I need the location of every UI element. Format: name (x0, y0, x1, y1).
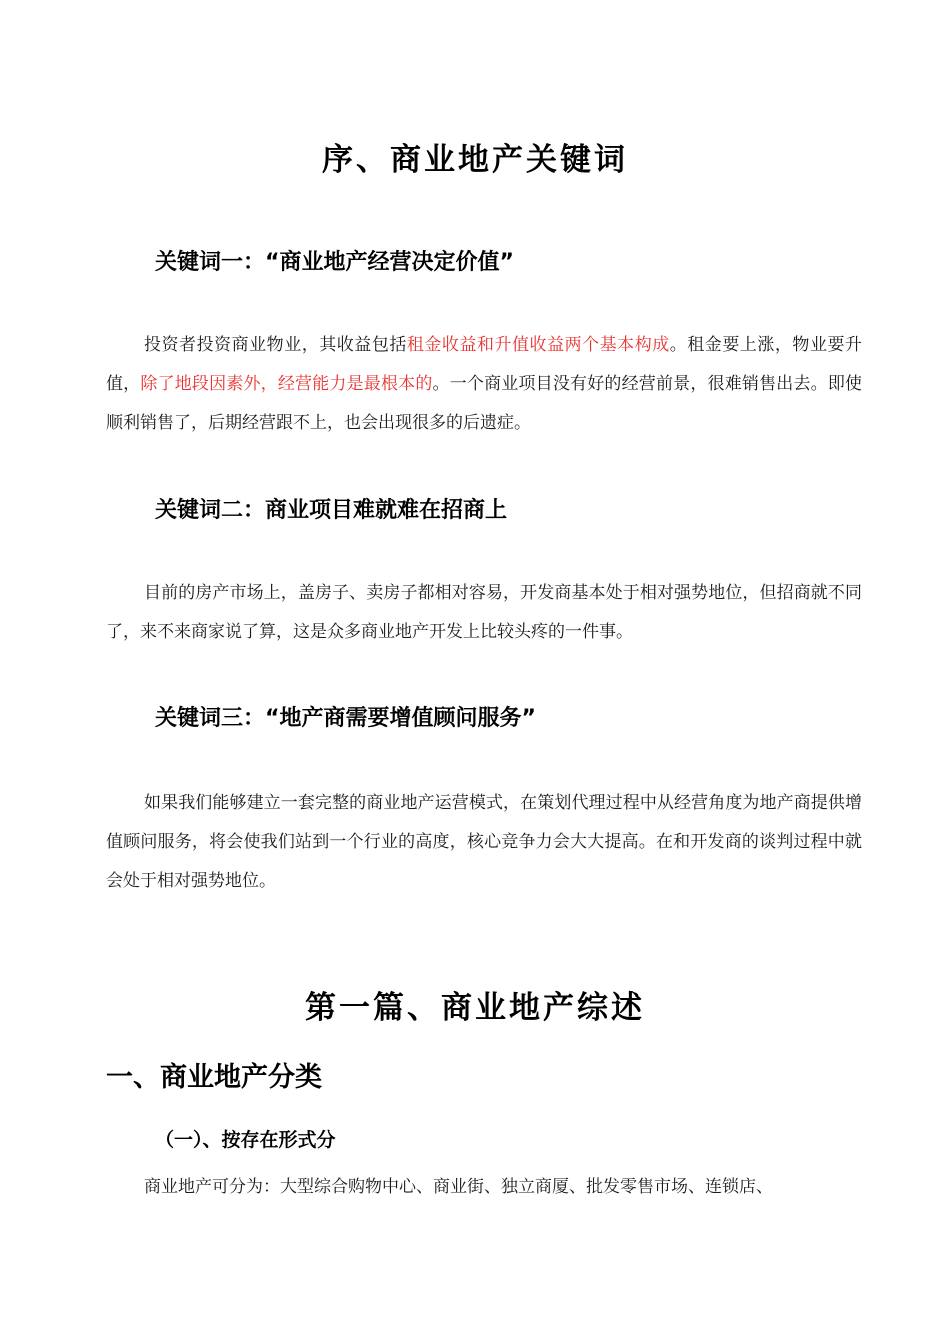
part1-title: 第一篇、商业地产综述 (305, 990, 645, 1026)
keyword1-text-c: 。一个商业项目没有好的经营前景，很难销售出去。即使顺利销售了，后期经营跟不上，也会出现很多的后遗症。 (106, 374, 863, 433)
keyword2-heading: 关键词二：商业项目难就难在招商上 (155, 498, 508, 523)
keyword3-paragraph: 如果我们能够建立一套完整的商业地产运营模式，在策划代理过程中从经营角度为地产商提供增值顾问服务，将会使我们站到一个行业的高度，核心竞争力会大大提高。在和开发商的谈判过程中就会处于相对强势地位。 (106, 793, 862, 891)
keyword1-highlight-2: 除了地段因素外，经营能力是最根本的 (140, 374, 433, 394)
keyword1-text-a: 投资者投资商业物业，其收益包括 (144, 335, 407, 355)
keyword1-heading: 关键词一：“商业地产经营决定价值” (155, 250, 514, 275)
subsection1-paragraph: 商业地产可分为：大型综合购物中心、商业街、独立商厦、批发零售市场、连锁店、 (144, 1177, 773, 1197)
keyword1-text-b: 。租金要上涨，物业要升值， (106, 335, 862, 394)
keyword1-paragraph (106, 326, 862, 443)
keyword2-paragraph: 目前的房产市场上，盖房子、卖房子都相对容易，开发商基本处于相对强势地位，但招商就不同了，来不来商家说了算，这是众多商业地产开发上比较头疼的一件事。 (106, 583, 862, 642)
keyword1-highlight-1: 租金收益和升值收益两个基本构成 (406, 335, 670, 355)
keyword3-heading: 关键词三：“地产商需要增值顾问服务” (155, 706, 536, 731)
section1-heading: 一、商业地产分类 (106, 1062, 322, 1093)
subsection1-heading: （一）、按存在形式分 (155, 1129, 336, 1151)
preface-title: 序、商业地产关键词 (322, 142, 628, 178)
